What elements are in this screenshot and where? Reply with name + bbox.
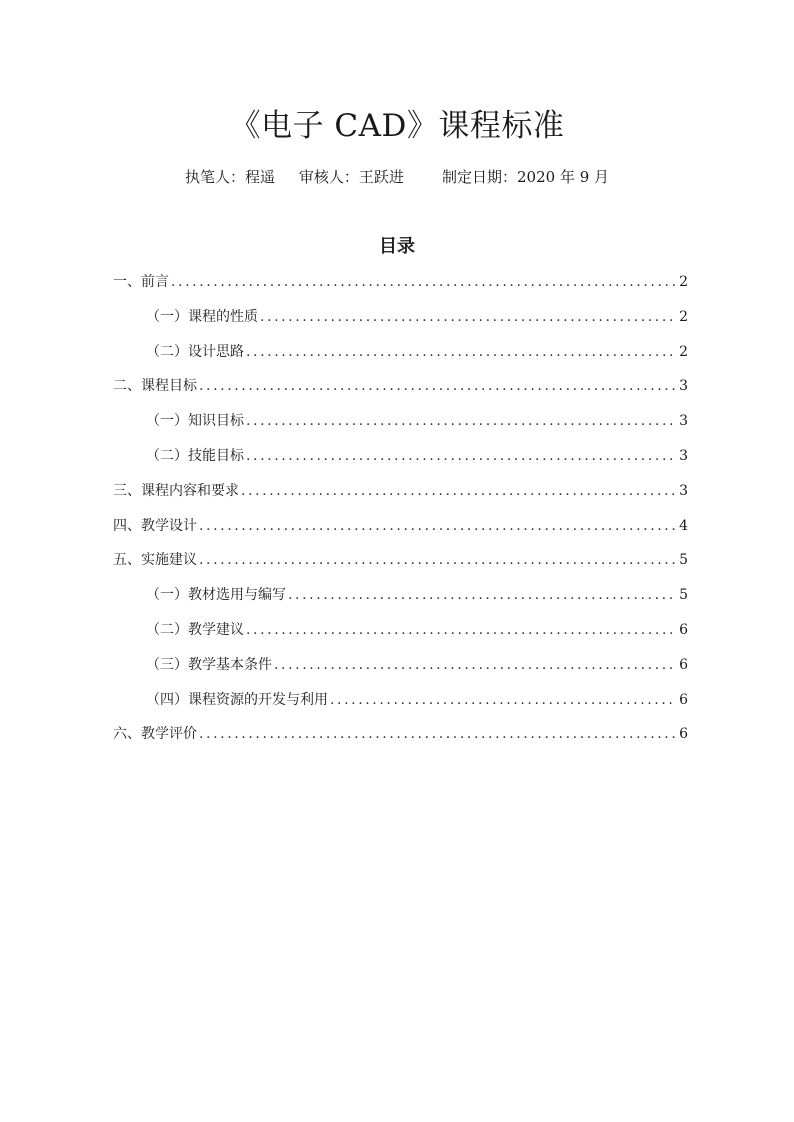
toc-entry-page-number: 6	[679, 656, 688, 673]
toc-entry-page-number: 6	[679, 691, 688, 708]
date-value: 2020 年 9 月	[517, 168, 610, 186]
toc-dot-leader	[246, 445, 677, 467]
toc-dot-leader	[199, 515, 677, 537]
toc-entry-page-number: 3	[679, 448, 688, 464]
toc-entry-label: （一）教材选用与编写	[146, 587, 286, 604]
toc-entry[interactable]	[146, 689, 688, 711]
toc-entry-page-number: 5	[679, 587, 688, 604]
toc-entry[interactable]	[113, 375, 688, 397]
toc-entry-label: （一）知识目标	[146, 413, 244, 430]
toc-entry-page-number: 6	[679, 726, 688, 743]
toc-dot-leader	[246, 619, 677, 641]
toc-entry[interactable]	[113, 515, 688, 537]
toc-entry[interactable]	[146, 410, 688, 432]
toc-dot-leader	[241, 480, 677, 502]
author-name: 程遥	[244, 168, 275, 186]
toc-dot-leader	[288, 584, 677, 606]
toc-entry-page-number: 4	[679, 517, 688, 534]
toc-dot-leader	[330, 689, 677, 711]
toc-entry[interactable]	[146, 341, 688, 363]
toc-entry-page-number: 6	[679, 622, 688, 638]
toc-dot-leader	[199, 549, 677, 571]
toc-entry-label: 六、教学评价	[113, 726, 197, 743]
toc-entry-label: （一）课程的性质	[146, 308, 258, 325]
toc-dot-leader	[199, 723, 677, 745]
date-label: 制定日期：	[442, 168, 518, 186]
toc-entry[interactable]	[146, 619, 688, 641]
toc-entry-page-number: 3	[679, 378, 688, 395]
toc-entry[interactable]	[113, 549, 688, 571]
toc-entry[interactable]	[113, 271, 688, 293]
toc-entry-label: 二、课程目标	[113, 378, 197, 395]
toc-entry-page-number: 2	[679, 343, 688, 360]
toc-entry-label: （二）教学建议	[146, 622, 244, 638]
toc-dot-leader	[260, 306, 677, 328]
toc-entry[interactable]	[113, 723, 688, 745]
toc-entry[interactable]	[146, 306, 688, 328]
document-title: 《电子 CAD》课程标准	[229, 108, 565, 144]
toc-entry-label: （三）教学基本条件	[146, 656, 272, 673]
author-label: 执笔人：	[184, 168, 245, 186]
toc-entry-page-number: 3	[679, 413, 688, 430]
reviewer-label: 审核人：	[298, 168, 359, 186]
toc-entry-label: （二）设计思路	[146, 343, 244, 360]
toc-entry[interactable]	[146, 654, 688, 676]
toc-dot-leader	[274, 654, 677, 676]
toc-entry-page-number: 2	[679, 274, 688, 290]
toc-entry-page-number: 5	[679, 552, 688, 569]
toc-entry-page-number: 2	[679, 308, 688, 325]
toc-dot-leader	[246, 410, 677, 432]
toc-entry-label: （二）技能目标	[146, 448, 244, 464]
toc-entry-label: （四）课程资源的开发与利用	[146, 691, 328, 708]
toc-dot-leader	[199, 375, 677, 397]
toc-entry[interactable]	[146, 445, 688, 467]
reviewer-name: 王跃进	[358, 168, 404, 186]
toc-entry-label: 一、前言	[113, 274, 169, 290]
toc-entry[interactable]	[113, 480, 688, 502]
toc-entry-label: 四、教学设计	[113, 517, 197, 534]
toc-entry-label: 五、实施建议	[113, 552, 197, 569]
toc-entry-label: 三、课程内容和要求	[113, 482, 239, 499]
toc-entry-page-number: 3	[679, 482, 688, 499]
toc-dot-leader	[246, 341, 677, 363]
toc-dot-leader	[171, 271, 677, 293]
toc-entry[interactable]	[146, 584, 688, 606]
toc-heading: 目录	[379, 236, 415, 257]
